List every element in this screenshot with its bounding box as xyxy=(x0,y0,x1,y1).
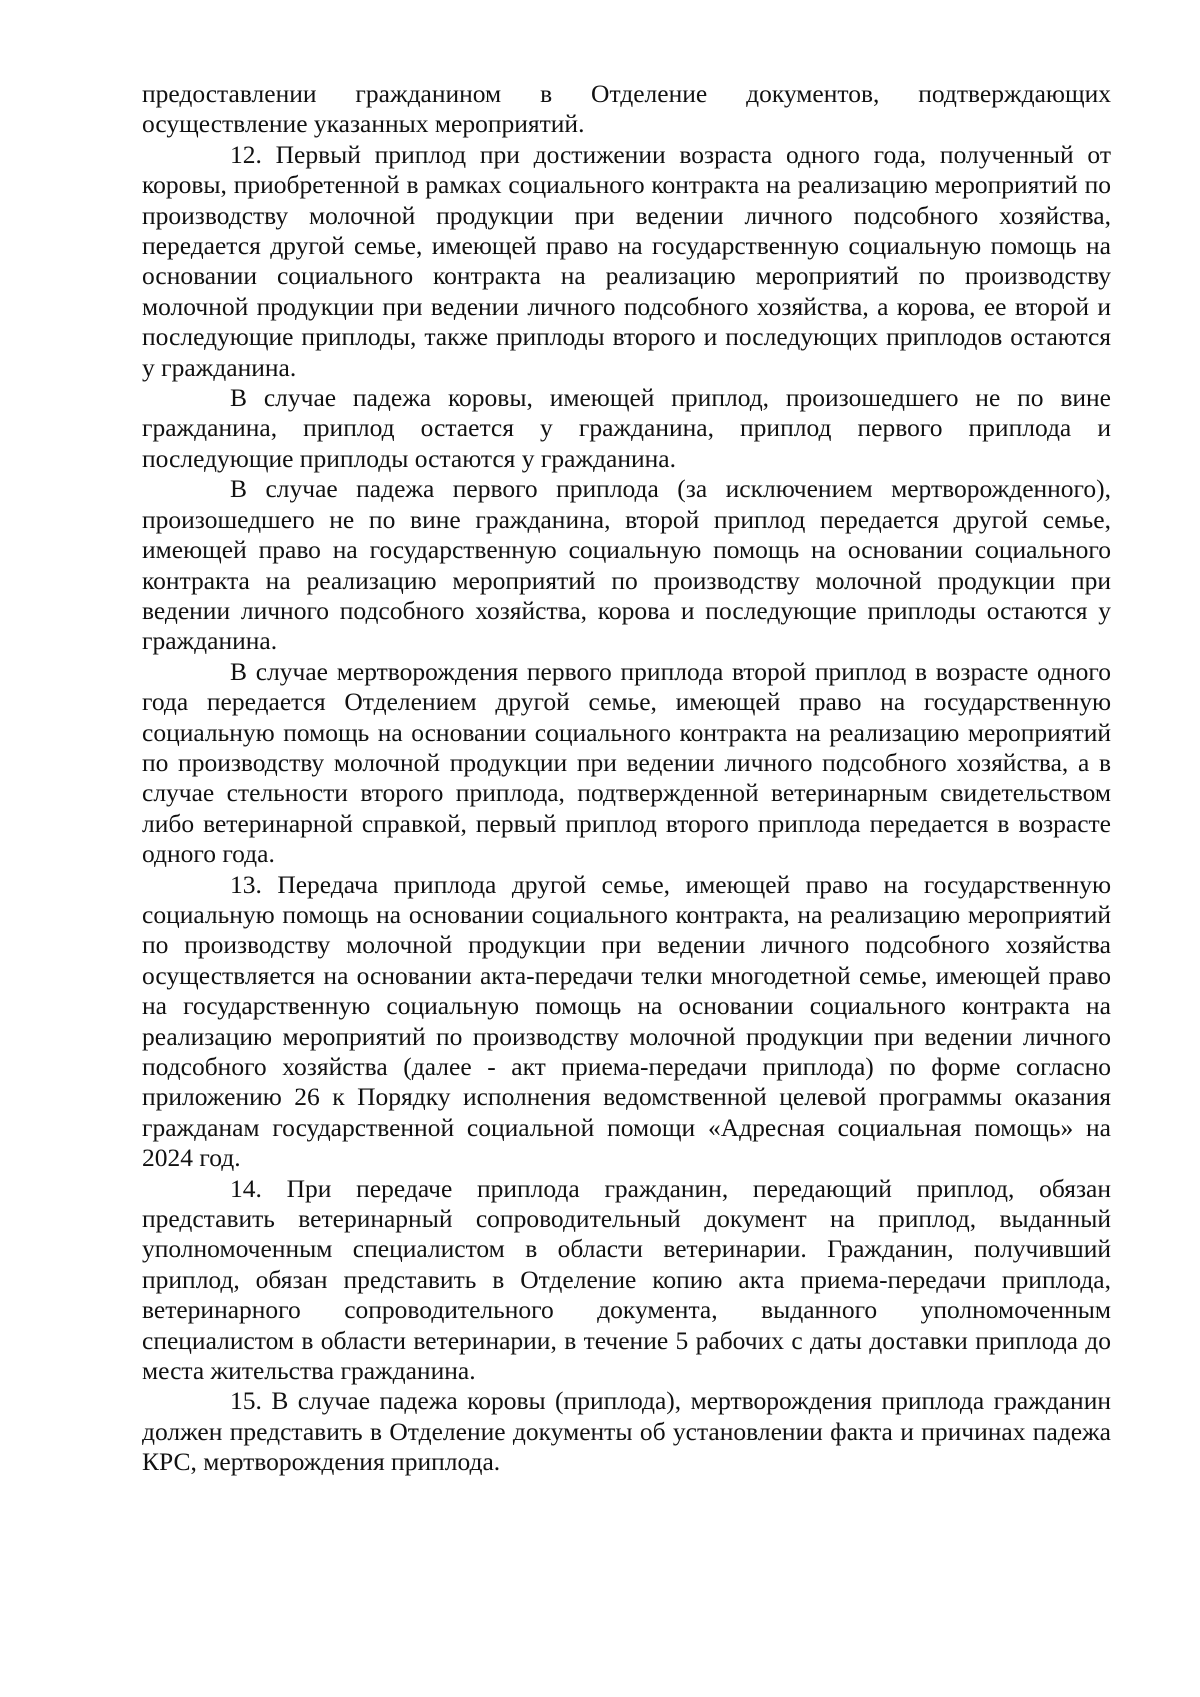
paragraph-first-offspring-death: В случае падежа первого приплода (за исключением мертворожденного), произошедшего не по вине гражданина, второй приплод передается другой семье, имеющей право на государственную социальную помощь на основании социального контракта на реализацию мероприятий по производству молочной продукции при ведении личного подсобного хозяйства, корова и последующие приплоды остаются у гражданина. xyxy=(142,474,1111,656)
paragraph-continuation: предоставлении гражданином в Отделение документов, подтверждающих осуществление указанных мероприятий. xyxy=(142,79,1111,139)
paragraph-item-14: 14. При передаче приплода гражданин, передающий приплод, обязан представить ветеринарный сопроводительный документ на приплод, выданный уполномоченным специалистом в области ветеринарии. Гражданин, получивший приплод, обязан представить в Отделение копию акта приема-передачи приплода, ветеринарного сопроводительного документа, выданного уполномоченным специалистом в области ветеринарии, в течение 5 рабочих с даты доставки приплода до места жительства гражданина. xyxy=(142,1173,1111,1386)
paragraph-cow-death: В случае падежа коровы, имеющей приплод, произошедшего не по вине гражданина, приплод остается у гражданина, приплод первого приплода и последующие приплоды остаются у гражданина. xyxy=(142,383,1111,473)
paragraph-item-15: 15. В случае падежа коровы (приплода), мертворождения приплода гражданин должен представить в Отделение документы об установлении факта и причинах падежа КРС, мертворождения приплода. xyxy=(142,1386,1111,1477)
paragraph-item-12: 12. Первый приплод при достижении возраста одного года, полученный от коровы, приобретенной в рамках социального контракта на реализацию мероприятий по производству молочной продукции при ведении личного подсобного хозяйства, передается другой семье, имеющей право на государственную социальную помощь на основании социального контракта на реализацию мероприятий по производству молочной продукции при ведении личного подсобного хозяйства, а корова, ее второй и последующие приплоды, также приплоды второго и последующих приплодов остаются у гражданина. xyxy=(142,139,1111,382)
paragraph-stillbirth: В случае мертворождения первого приплода второй приплод в возрасте одного года передается Отделением другой семье, имеющей право на государственную социальную помощь на основании социального контракта на реализацию мероприятий по производству молочной продукции при ведении личного подсобного хозяйства, а в случае стельности второго приплода, подтвержденной ветеринарным свидетельством либо ветеринарной справкой, первый приплод второго приплода передается в возрасте одного года. xyxy=(142,656,1111,869)
paragraph-item-13: 13. Передача приплода другой семье, имеющей право на государственную социальную помощь на основании социального контракта, на реализацию мероприятий по производству молочной продукции при ведении личного подсобного хозяйства осуществляется на основании акта-передачи телки многодетной семье, имеющей право на государственную социальную помощь на основании социального контракта на реализацию мероприятий по производству молочной продукции при ведении личного подсобного хозяйства (далее - акт приема-передачи приплода) по форме согласно приложению 26 к Порядку исполнения ведомственной целевой программы оказания гражданам государственной социальной помощи «Адресная социальная помощь» на 2024 год. xyxy=(142,869,1111,1173)
